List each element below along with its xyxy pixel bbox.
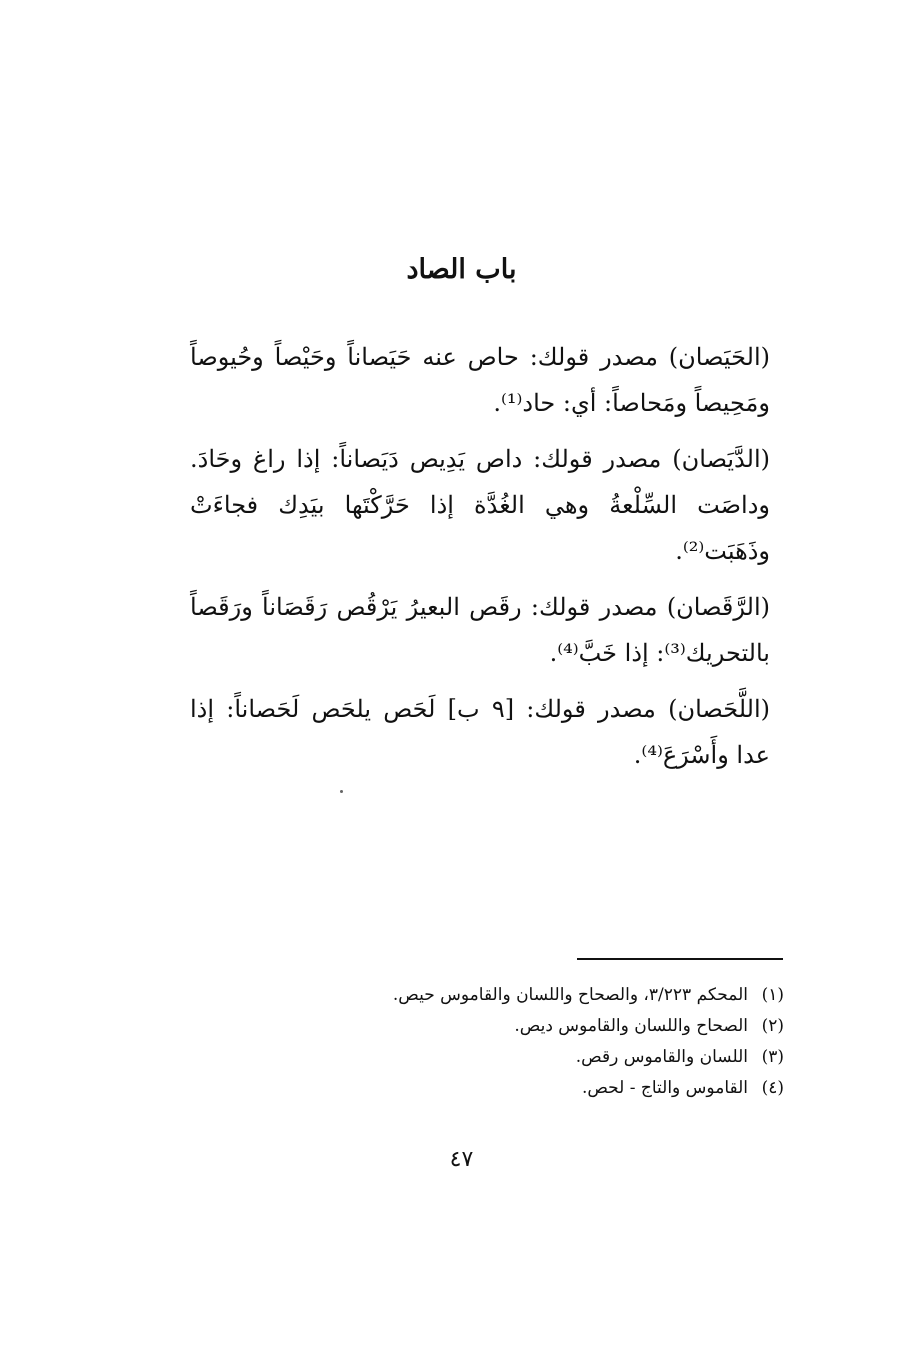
footnote-number: (٤) [761, 1078, 784, 1098]
footnote [300, 1042, 784, 1073]
page-number: ٤٧ [449, 1147, 474, 1172]
footnote [300, 1011, 784, 1042]
footnote-rule [577, 958, 783, 960]
entry-lahasan: (اللَّحَصان) مصدر قولك: [٩ ب] لَحَص يلحَص لَحَصاناً: إذا عدا وأَسْرَعَ⁽⁴⁾. [190, 695, 770, 769]
footnote [300, 1073, 784, 1104]
footnote-text: الصحاح واللسان والقاموس ديص. [514, 1016, 748, 1036]
footnote-number: (٣) [761, 1047, 784, 1067]
footnotes [300, 980, 784, 1104]
footnote-number: (١) [761, 985, 784, 1005]
entry-raqasan: (الرَّقَصان) مصدر قولك: رقَص البعيرُ يَرْقُص رَقَصَاناً ورَقَصاً بالتحريك⁽³⁾: إذا خَبَّ⁽⁴⁾. [190, 593, 770, 667]
chapter-title: باب الصاد [406, 254, 517, 285]
footnote-number: (٢) [761, 1016, 784, 1036]
entry-haysan: (الحَيَصان) مصدر قولك: حاص عنه حَيَصاناً وحَيْصاً وحُيوصاً ومَحِيصاً ومَحاصاً: أي: حاد⁽¹⁾. [190, 343, 770, 417]
body-text [190, 334, 770, 788]
footnote-text: المحكم ٣/٢٢٣، والصحاح واللسان والقاموس حيص. [392, 985, 748, 1005]
stray-dot [340, 790, 343, 793]
entry-daysan: (الدَّيَصان) مصدر قولك: داص يَدِيص دَيَصاناً: إذا راغ وحَادَ. وداصَت السِّلْعةُ وهي الغُدَّة إذا حَرَّكْتَها بيَدِك فجاءَتْ وذَهَبَت⁽²⁾. [190, 445, 770, 565]
footnote-text: اللسان والقاموس رقص. [575, 1047, 748, 1067]
footnote [300, 980, 784, 1011]
footnote-text: القاموس والتاج - لحص. [581, 1078, 748, 1098]
